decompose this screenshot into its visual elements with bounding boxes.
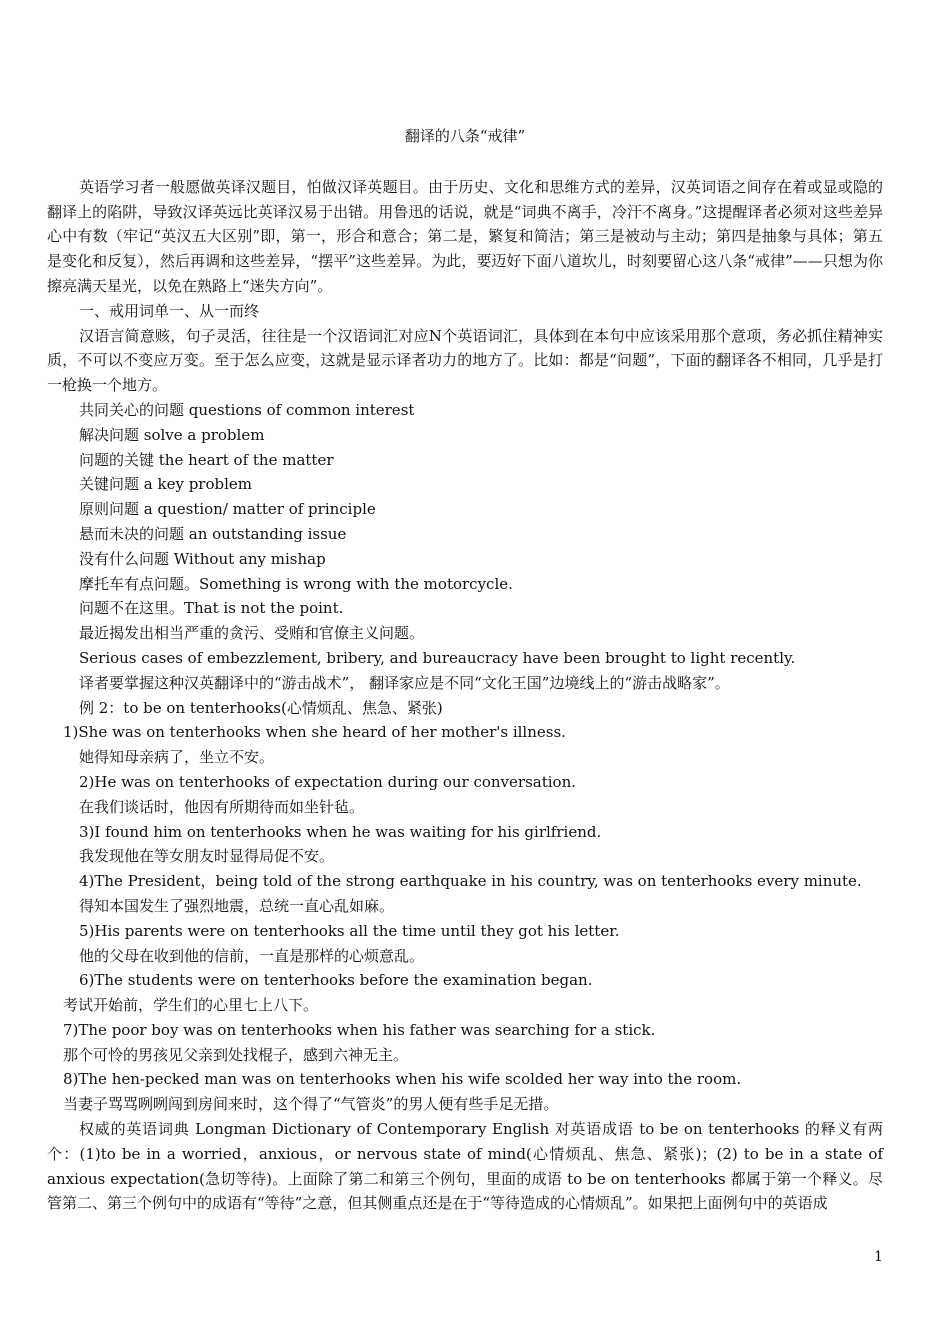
document-body [47,124,883,1216]
example-translation: 那个可怜的男孩见父亲到处找棍子，感到六神无主。 [63,1045,409,1064]
document-title: 翻译的八条“戒律” [404,127,526,145]
phrase-line: 问题的关键 the heart of the matter [79,450,334,469]
phrase-line: 原则问题 a question/ matter of principle [79,500,376,519]
example-sentence: 2)He was on tenterhooks of expectation during our conversation. [79,772,576,791]
example-translation: 在我们谈话时，他因有所期待而如坐针毡。 [79,797,365,816]
example-sentence: 6)The students were on tenterhooks before the examination began. [79,971,593,990]
example-sentence: 4)The President，being told of the strong earthquake in his country, was on tenterhooks every minute. [79,872,862,891]
example-sentence: 5)His parents were on tenterhooks all the time until they got his letter. [79,921,620,940]
phrase-line: 摩托车有点问题。Something is wrong with the motorcycle. [79,574,513,593]
phrase-line: 悬而未决的问题 an outstanding issue [79,524,347,543]
example-translation: 得知本国发生了强烈地震，总统一直心乱如麻。 [79,896,395,915]
example-sentence: 1)She was on tenterhooks when she heard of her mother's illness. [63,723,566,742]
example-translation: 我发现他在等女朋友时显得局促不安。 [79,847,335,866]
example-heading: 例 2：to be on tenterhooks(心情烦乱、焦急、紧张) [79,698,443,717]
page-number: 1 [874,1249,883,1265]
example-sentence: 8)The hen-pecked man was on tenterhooks when his wife scolded her way into the room. [63,1070,742,1089]
phrase-line: 最近揭发出相当严重的贪污、受贿和官僚主义问题。 [79,624,425,643]
phrase-line: 问题不在这里。That is not the point. [79,599,344,618]
example-sentence: 3)I found him on tenterhooks when he was waiting for his girlfriend. [79,822,602,841]
example-translation: 他的父母在收到他的信前，一直是那样的心烦意乱。 [79,946,425,965]
intro-paragraph: 英语学习者一般愿做英译汉题目，怕做汉译英题目。由于历史、文化和思维方式的差异，汉英词语之间存在着或显或隐的翻译上的陷阱，导致汉译英远比英译汉易于出错。用鲁迅的话说，就是“词典不离手，冷汗不离身。”这提醒译者必须对这些差异心中有数（牢记“英汉五大区别”即，第一，形合和意合；第二是，繁复和简洁；第三是被动与主动；第四是抽象与具体；第五是变化和反复），然后再调和这些差异，“摆平”这些差异。为此，要迈好下面八道坎儿，时刻要留心这八条“戒律”——只想为你擦亮满天星光，以免在熟路上“迷失方向”。 [47,177,883,295]
section-heading: 一、戒用词单一、从一而终 [79,301,260,320]
phrase-line: 解决问题 solve a problem [79,425,265,444]
phrase-line: 共同关心的问题 questions of common interest [79,400,415,419]
example-translation: 她得知母亲病了，坐立不安。 [79,748,275,767]
example-sentence: 7)The poor boy was on tenterhooks when his father was searching for a stick. [63,1020,656,1039]
closing-paragraph: 权威的英语词典 Longman Dictionary of Contemporary English 对英语成语 to be on tenterhooks 的释义有两个：(1)to be in a worried，anxious，or nervous state of mind(心情烦乱、焦急、紧张)；(2) to be in a state of anxious expectation(急切等待)。上面除了第二和第三个例句，里面的成语 to be on tenterhooks 都属于第一个释义。尽管第二、第三个例句中的成语有“等待”之意，但其侧重点还是在于“等待造成的心情烦乱”。如果把上面例句中的英语成 [47,1120,883,1213]
phrase-line: 译者要掌握这种汉英翻译中的“游击战术”， 翻译家应是不同“文化王国”边境线上的“游击战略家”。 [79,673,730,692]
phrase-line: 没有什么问题 Without any mishap [79,549,326,568]
phrase-line: Serious cases of embezzlement, bribery, and bureaucracy have been brought to light recently. [79,648,796,667]
body-paragraph: 汉语言简意赅，句子灵活，往往是一个汉语词汇对应N个英语词汇，具体到在本句中应该采用那个意项，务必抓住精神实质，不可以不变应万变。至于怎么应变，这就是显示译者功力的地方了。比如：都是“问题”，下面的翻译各不相同，几乎是打一枪换一个地方。 [47,326,883,395]
phrase-line: 关键问题 a key problem [79,475,252,494]
example-translation: 考试开始前，学生们的心里七上八下。 [63,996,319,1015]
example-translation: 当妻子骂骂咧咧闯到房间来时，这个得了“气管炎”的男人便有些手足无措。 [63,1095,559,1114]
